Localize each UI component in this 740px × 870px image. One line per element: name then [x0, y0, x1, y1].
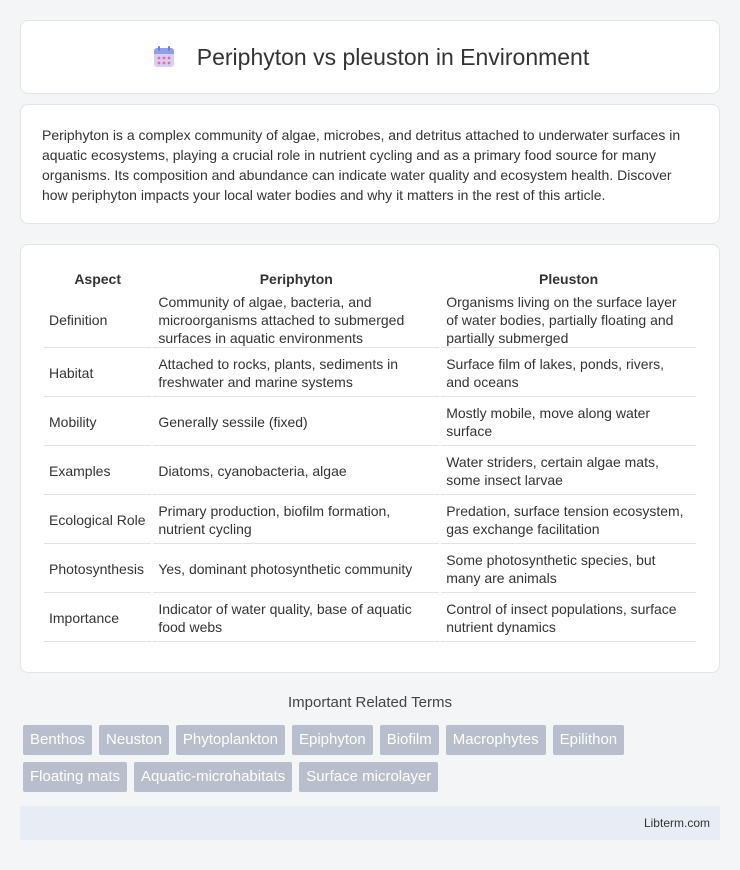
cell-aspect: Habitat [44, 350, 151, 397]
page-title: Periphyton vs pleuston in Environment [196, 43, 590, 70]
cell-periphyton: Attached to rocks, plants, sediments in freshwater and marine systems [153, 350, 439, 397]
tag-neuston[interactable]: Neuston [99, 725, 169, 755]
cell-pleuston: Control of insect populations, surface nutrient dynamics [441, 595, 696, 642]
table-row [44, 546, 696, 593]
tag-phytoplankton[interactable]: Phytoplankton [176, 725, 285, 755]
cell-aspect: Ecological Role [44, 497, 151, 544]
cell-periphyton: Indicator of water quality, base of aquatic food webs [153, 595, 439, 642]
tag-aquatic-microhabitats[interactable]: Aquatic-microhabitats [134, 762, 292, 792]
tag-benthos[interactable]: Benthos [23, 725, 92, 755]
cell-pleuston: Organisms living on the surface layer of water bodies, partially floating and partially submerged [441, 293, 696, 348]
intro-card [20, 104, 720, 224]
cell-periphyton: Community of algae, bacteria, and microorganisms attached to submerged surfaces in aquatic environments [153, 293, 439, 348]
cell-pleuston: Predation, surface tension ecosystem, gas exchange facilitation [441, 497, 696, 544]
comparison-card [20, 244, 720, 673]
header-pleuston: Pleuston [539, 271, 599, 287]
cell-periphyton: Generally sessile (fixed) [153, 399, 439, 446]
cell-pleuston: Mostly mobile, move along water surface [441, 399, 696, 446]
cell-aspect: Importance [44, 595, 151, 642]
intro-paragraph: Periphyton is a complex community of algae, microbes, and detritus attached to underwater surfaces in aquatic ecosystems, playing a crucial role in nutrient cycling and as a primary food source for many organisms. Its composition and abundance can indicate water quality and ecosystem health. Discover how periphyton impacts your local water bodies and why it matters in the rest of this article. [42, 127, 681, 203]
cell-aspect: Definition [44, 293, 151, 348]
table-row [44, 399, 696, 446]
tag-surface-microlayer[interactable]: Surface microlayer [299, 762, 438, 792]
cell-aspect: Mobility [44, 399, 151, 446]
cell-periphyton: Primary production, biofilm formation, nutrient cycling [153, 497, 439, 544]
calendar-icon [151, 44, 177, 70]
tag-macrophytes[interactable]: Macrophytes [446, 725, 546, 755]
cell-periphyton: Yes, dominant photosynthetic community [153, 546, 439, 593]
tag-epilithon[interactable]: Epilithon [553, 725, 625, 755]
table-row [44, 293, 696, 348]
tag-epiphyton[interactable]: Epiphyton [292, 725, 373, 755]
cell-aspect: Photosynthesis [44, 546, 151, 593]
footer-site-link[interactable]: Libterm.com [643, 816, 710, 830]
table-row [44, 497, 696, 544]
table-row [44, 448, 696, 495]
tag-floating-mats[interactable]: Floating mats [23, 762, 127, 792]
related-terms-title: Important Related Terms [288, 694, 452, 711]
footer [20, 806, 720, 840]
comparison-table [42, 265, 698, 644]
cell-pleuston: Water striders, certain algae mats, some insect larvae [441, 448, 696, 495]
cell-periphyton: Diatoms, cyanobacteria, algae [153, 448, 439, 495]
tag-biofilm[interactable]: Biofilm [380, 725, 439, 755]
header-aspect: Aspect [74, 271, 121, 287]
header-periphyton: Periphyton [259, 271, 333, 287]
table-row [44, 595, 696, 642]
table-row [44, 350, 696, 397]
title-card [20, 20, 720, 94]
cell-pleuston: Surface film of lakes, ponds, rivers, and oceans [441, 350, 696, 397]
cell-pleuston: Some photosynthetic species, but many are animals [441, 546, 696, 593]
table-header-row [44, 267, 696, 291]
cell-aspect: Examples [44, 448, 151, 495]
related-terms-list [23, 725, 683, 799]
